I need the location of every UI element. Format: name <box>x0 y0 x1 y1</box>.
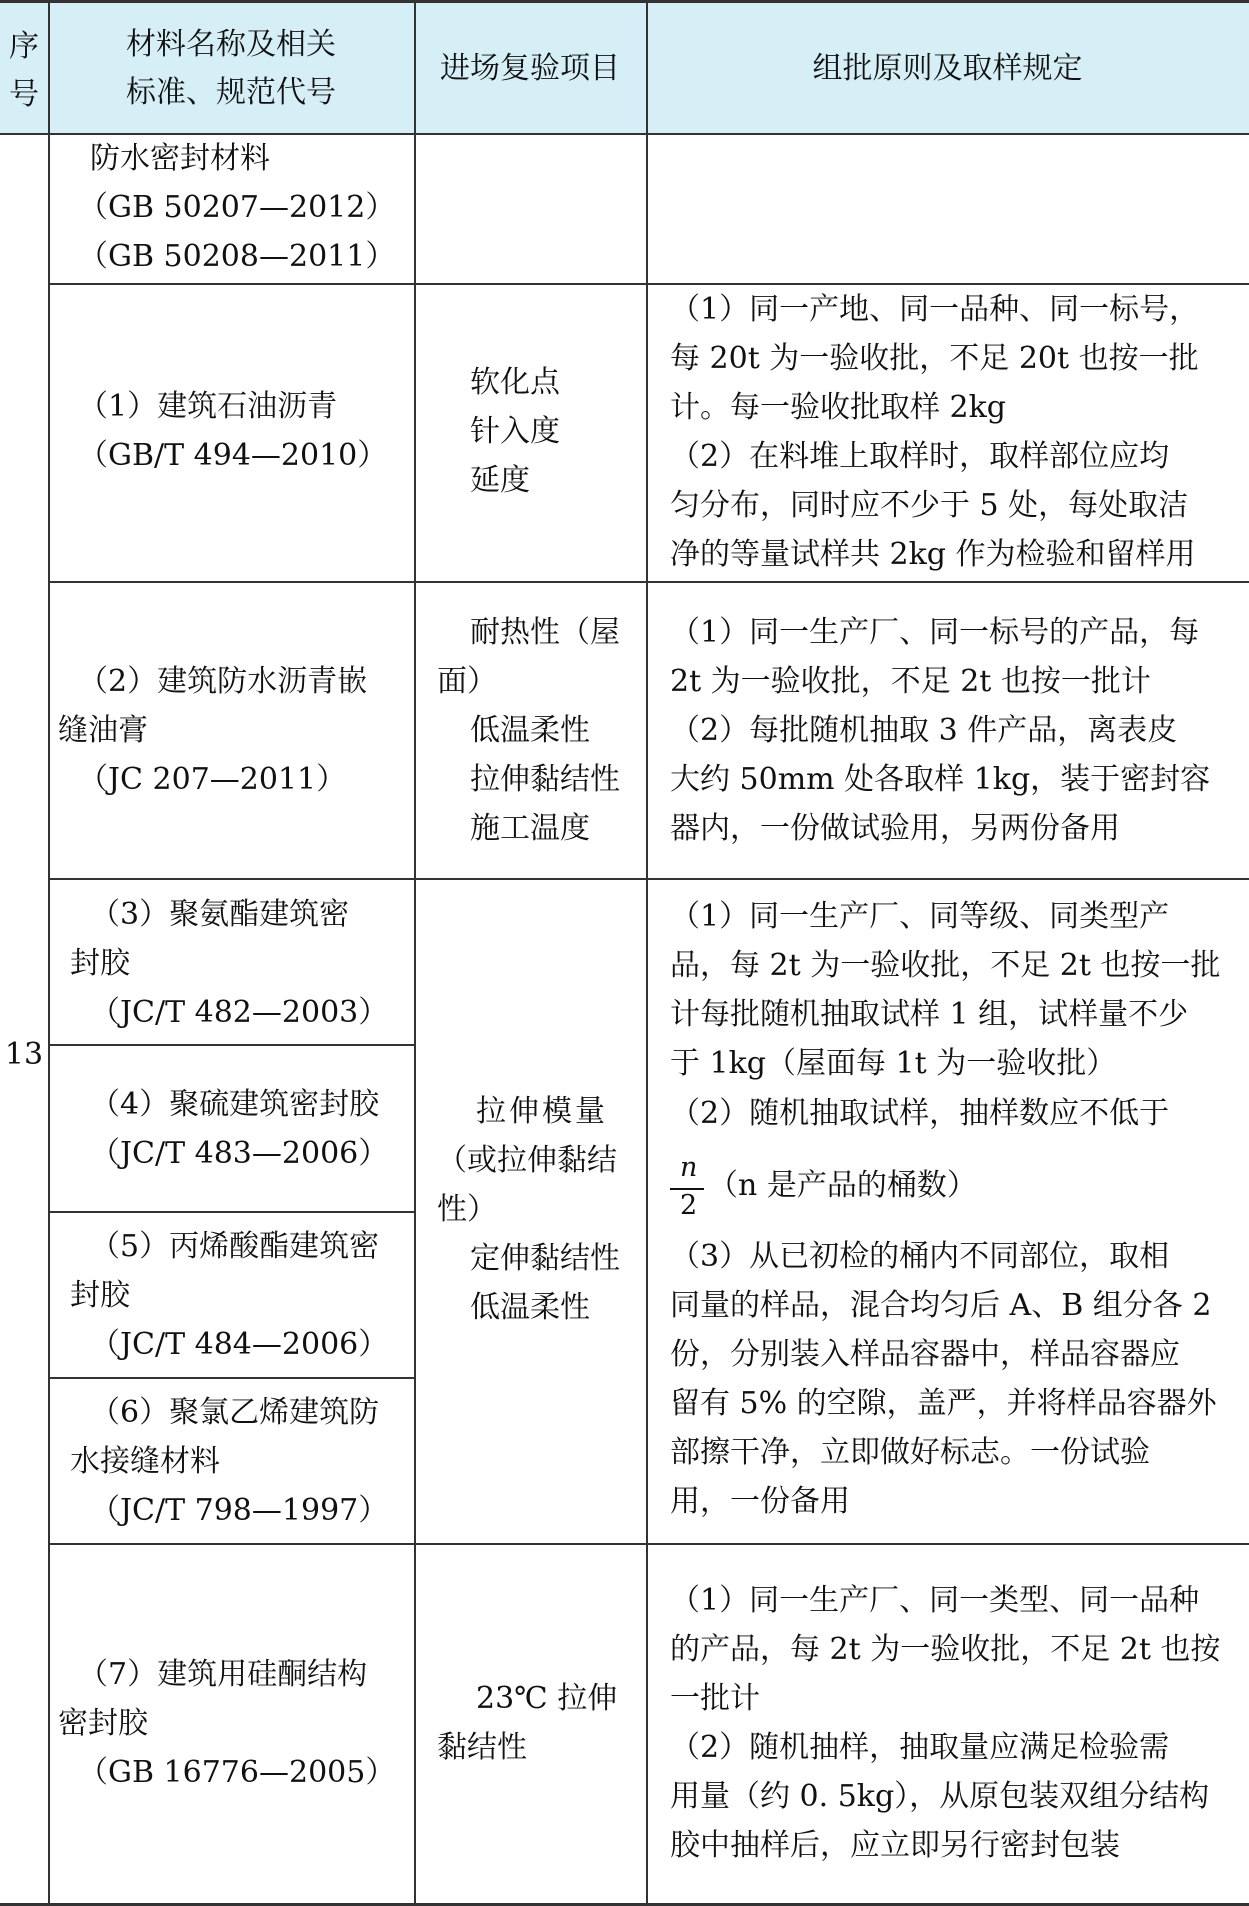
standard-code: （JC 207—2011） <box>78 762 347 797</box>
rule-line: 的产品，每 2t 为一验收批，不足 2t 也按 <box>670 1632 1221 1667</box>
rule-line: 计每批随机抽取试样 1 组，试样量不少 <box>670 997 1189 1032</box>
standard-code: （GB/T 494—2010） <box>78 438 388 473</box>
rule-line: 份，分别装入样品容器中，样品容器应 <box>670 1337 1180 1372</box>
table-top-border <box>0 0 1249 3</box>
rule-line: （2）随机抽样，抽取量应满足检验需 <box>670 1730 1170 1765</box>
test-item: 面） <box>437 664 497 699</box>
rule-line: （1）同一生产厂、同一标号的产品，每 <box>670 615 1200 650</box>
rule-line: 匀分布，同时应不少于 5 处，每处取洁 <box>670 488 1189 523</box>
row-divider <box>48 1377 414 1379</box>
fraction-denominator: 2 <box>680 1190 698 1221</box>
test-item: 定伸黏结性 <box>470 1241 620 1276</box>
rule-line: （1）同一产地、同一品种、同一标号， <box>670 292 1200 327</box>
rule-line: 大约 50mm 处各取样 1kg，装于密封容 <box>670 762 1211 797</box>
test-item: 23℃ 拉伸 <box>476 1681 618 1716</box>
material-line: （3）聚氨酯建筑密 <box>90 897 350 932</box>
rule-line: 器内，一份做试验用，另两份备用 <box>670 811 1120 846</box>
rule-line: 一批计 <box>670 1681 760 1716</box>
rule-line: 于 1kg（屋面每 1t 为一验收批） <box>670 1046 1117 1081</box>
rule-line: 净的等量试样共 2kg 作为检验和留样用 <box>670 537 1196 572</box>
rule-line: 每 20t 为一验收批，不足 20t 也按一批 <box>670 341 1199 376</box>
rule-line: （2）随机抽取试样，抽样数应不低于 <box>670 1096 1170 1131</box>
header-seq-line2: 号 <box>9 77 39 112</box>
material-line: （1）建筑石油沥青 <box>78 389 338 424</box>
material-line: 封胶 <box>70 1278 130 1313</box>
header-items: 进场复验项目 <box>440 51 620 86</box>
fraction-note: （n 是产品的桶数） <box>708 1168 977 1203</box>
material-line: 封胶 <box>70 946 130 981</box>
seq-number: 13 <box>4 1037 44 1072</box>
header-seq-line1: 序 <box>9 29 39 64</box>
standard-code: （GB 50207—2012） <box>78 190 396 225</box>
material-line: （6）聚氯乙烯建筑防 <box>90 1395 380 1430</box>
rule-line: （1）同一生产厂、同一类型、同一品种 <box>670 1583 1200 1618</box>
standard-code: （JC/T 482—2003） <box>90 995 389 1030</box>
row-divider <box>48 581 1249 583</box>
row-divider <box>48 878 1249 880</box>
test-item: 针入度 <box>470 414 560 449</box>
standard-code: （JC/T 484—2006） <box>90 1327 389 1362</box>
fraction-numerator: n <box>680 1152 698 1183</box>
standard-code: （JC/T 798—1997） <box>90 1493 389 1528</box>
material-line: 密封胶 <box>58 1706 148 1741</box>
row-divider <box>48 1543 1249 1545</box>
test-item: 拉伸模量 <box>476 1094 608 1129</box>
column-divider <box>646 0 648 1906</box>
test-item: 施工温度 <box>470 811 590 846</box>
rule-line: （2）在料堆上取样时，取样部位应均 <box>670 439 1170 474</box>
test-item: 低温柔性 <box>470 713 590 748</box>
standard-code: （GB 50208—2011） <box>78 239 396 274</box>
material-line: 缝油膏 <box>58 713 148 748</box>
material-line: 防水密封材料 <box>90 141 270 176</box>
rule-line: 计。每一验收批取样 2kg <box>670 390 1007 425</box>
test-item: （或拉伸黏结 <box>437 1143 617 1178</box>
header-material-line2: 标准、规范代号 <box>126 75 336 110</box>
row-divider <box>48 1211 414 1213</box>
test-item: 黏结性 <box>437 1730 527 1765</box>
column-divider <box>414 0 416 1906</box>
rule-line: （1）同一生产厂、同等级、同类型产 <box>670 899 1170 934</box>
rule-line: 用，一份备用 <box>670 1484 850 1519</box>
header-material-line1: 材料名称及相关 <box>126 27 336 62</box>
test-item: 耐热性（屋 <box>470 615 620 650</box>
standard-code: （GB 16776—2005） <box>78 1755 396 1790</box>
test-item: 性） <box>437 1192 497 1227</box>
column-divider <box>48 0 50 1906</box>
rule-line: 2t 为一验收批，不足 2t 也按一批计 <box>670 664 1151 699</box>
rule-line: 同量的样品，混合均匀后 A、B 组分各 2 <box>670 1288 1212 1323</box>
rule-line: 胶中抽样后，应立即另行密封包装 <box>670 1828 1120 1863</box>
standard-code: （JC/T 483—2006） <box>90 1136 389 1171</box>
material-line: （2）建筑防水沥青嵌 <box>78 664 368 699</box>
material-line: 水接缝材料 <box>70 1444 220 1479</box>
test-item: 低温柔性 <box>470 1290 590 1325</box>
material-line: （7）建筑用硅酮结构 <box>78 1657 368 1692</box>
test-item: 延度 <box>470 463 530 498</box>
row-divider <box>48 1044 414 1046</box>
material-line: （5）丙烯酸酯建筑密 <box>90 1229 380 1264</box>
rule-line: （3）从已初检的桶内不同部位，取相 <box>670 1239 1170 1274</box>
test-item: 拉伸黏结性 <box>470 762 620 797</box>
rule-line: 用量（约 0. 5kg），从原包装双组分结构 <box>670 1779 1210 1814</box>
rule-line: （2）每批随机抽取 3 件产品，离表皮 <box>670 713 1178 748</box>
test-item: 软化点 <box>470 365 560 400</box>
rule-line: 品，每 2t 为一验收批，不足 2t 也按一批 <box>670 948 1221 983</box>
rule-line: 留有 5% 的空隙，盖严，并将样品容器外 <box>670 1386 1217 1421</box>
header-rules: 组批原则及取样规定 <box>812 51 1083 86</box>
rule-line: 部擦干净，立即做好标志。一份试验 <box>670 1435 1150 1470</box>
material-line: （4）聚硫建筑密封胶 <box>90 1087 380 1122</box>
